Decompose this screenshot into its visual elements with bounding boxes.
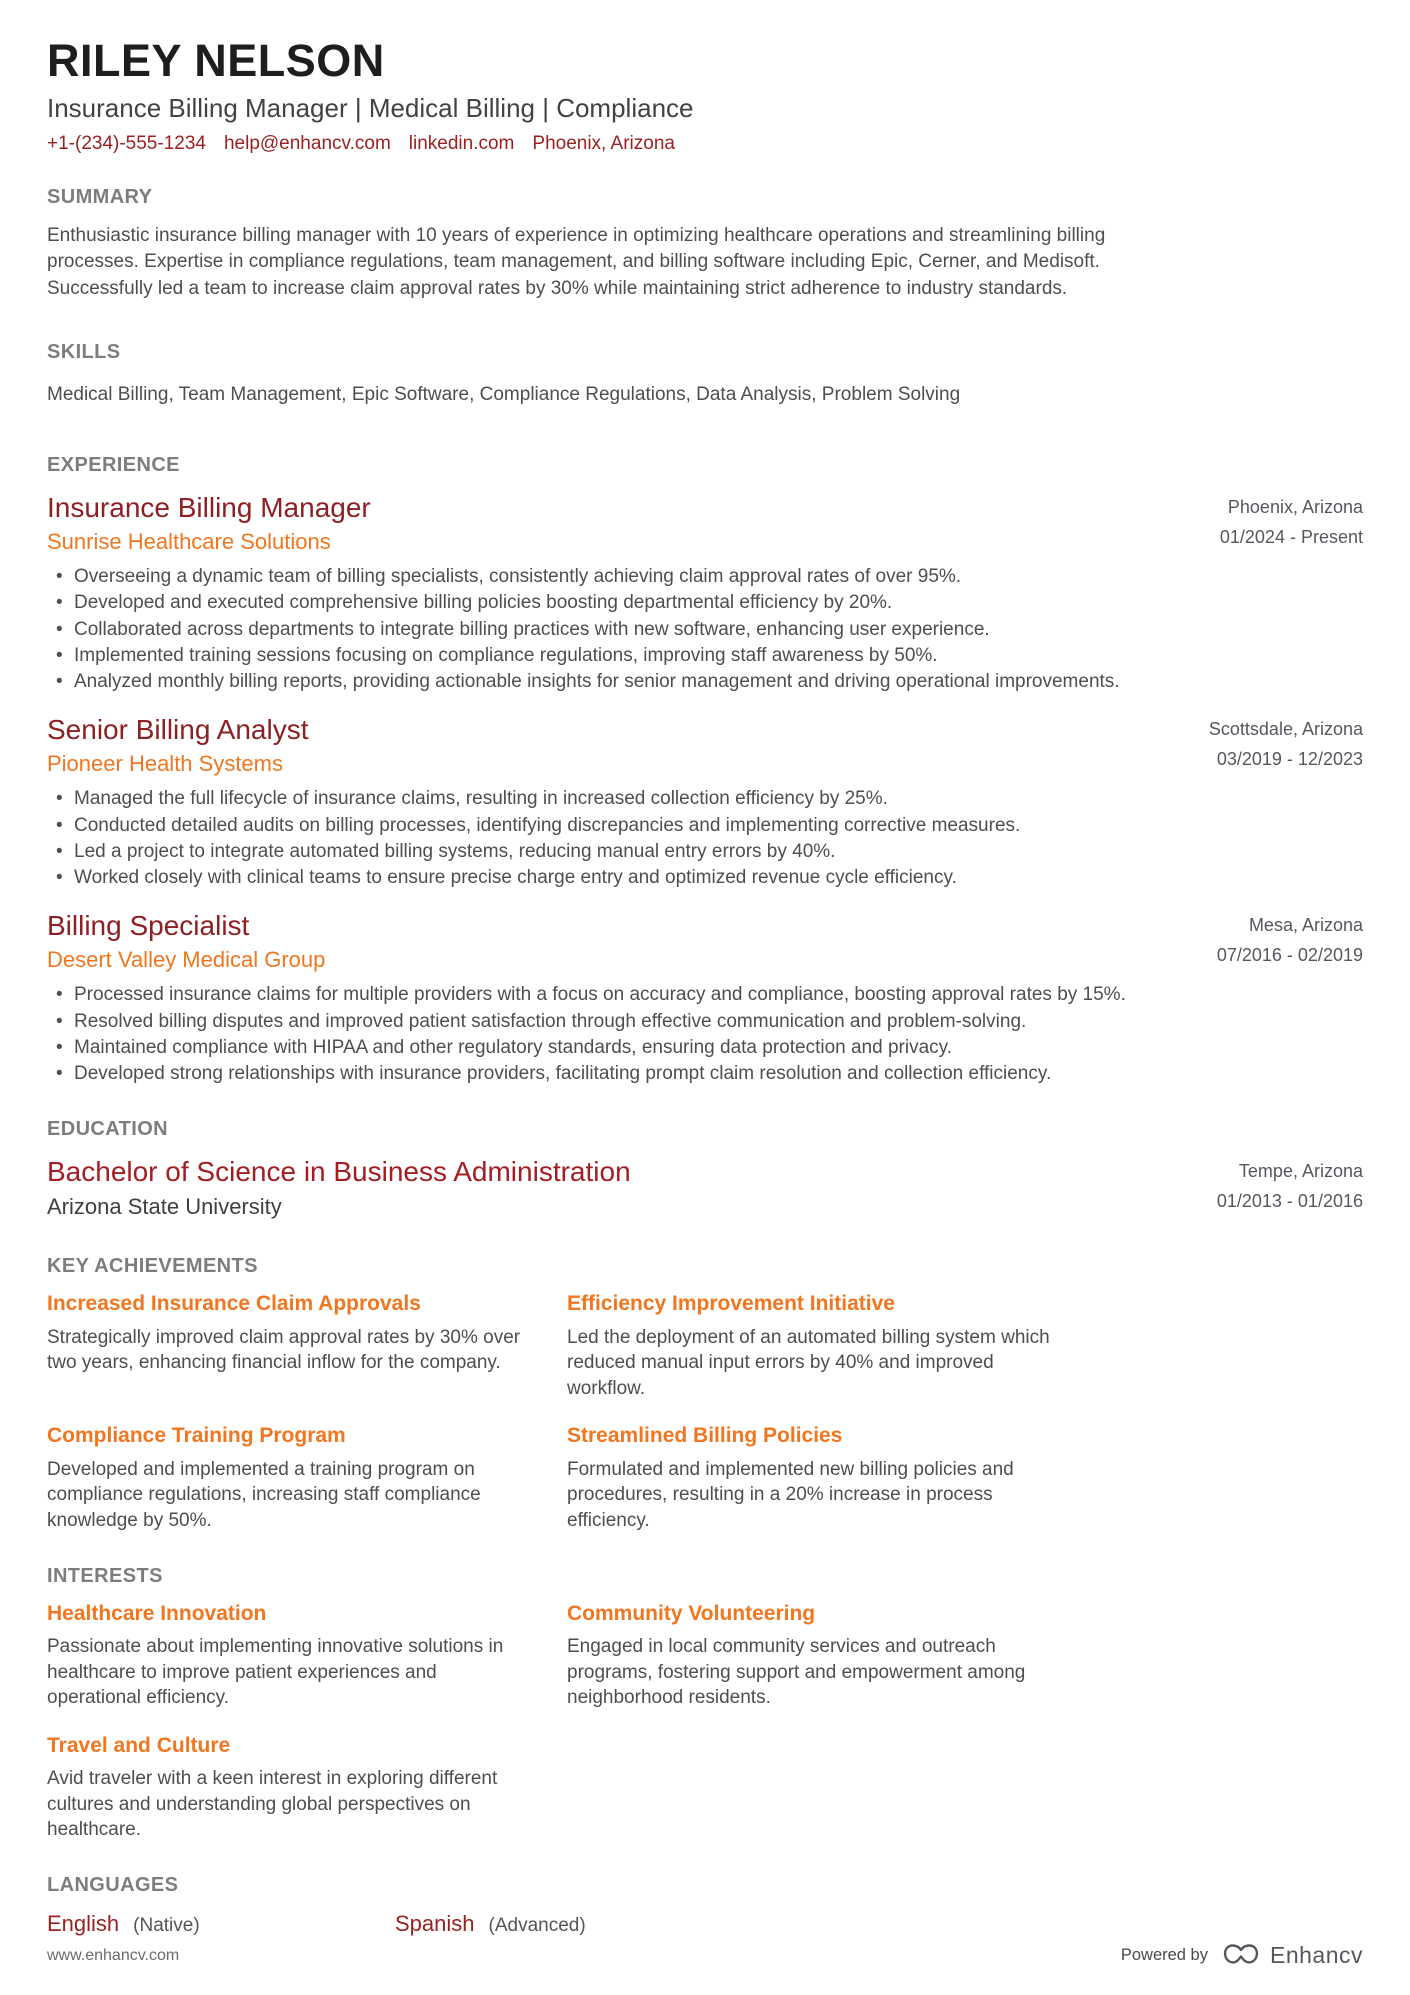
- candidate-name: RILEY NELSON: [47, 35, 385, 86]
- section-experience: [47, 453, 1363, 1087]
- enhancv-logo-icon: [1220, 1942, 1262, 1969]
- achievement-title: Compliance Training Program: [47, 1424, 346, 1448]
- entry-header: [47, 909, 1363, 973]
- section-languages: [47, 1873, 1363, 1937]
- language-name: English: [47, 1910, 120, 1936]
- interests-grid: [47, 1601, 1363, 1843]
- education-location: Tempe, Arizona: [1238, 1161, 1363, 1182]
- entry-meta: [1220, 491, 1363, 552]
- interests-heading: INTERESTS: [47, 1564, 163, 1587]
- job-location: Mesa, Arizona: [1248, 915, 1363, 936]
- enhancv-wordmark: Enhancv: [1269, 1942, 1363, 1968]
- degree-title: Bachelor of Science in Business Administration: [47, 1156, 631, 1188]
- interest-title: Community Volunteering: [567, 1601, 816, 1625]
- bullet-item: • Worked closely with clinical teams to ensure precise charge entry and optimized revenue cycle efficiency.: [47, 865, 1127, 891]
- entry-title-block: [47, 713, 308, 777]
- bullet-item: • Overseeing a dynamic team of billing specialists, consistently achieving claim approval rates of over 95%.: [47, 564, 1127, 590]
- achievement-card: [47, 1291, 530, 1401]
- job-location: Phoenix, Arizona: [1227, 497, 1363, 518]
- bullet-item: • Implemented training sessions focusing on compliance regulations, improving staff awareness by 50%.: [47, 643, 1127, 669]
- job-location: Scottsdale, Arizona: [1208, 719, 1363, 740]
- bullet-item: • Developed and executed comprehensive billing policies boosting departmental efficiency by 20%.: [47, 590, 1127, 616]
- education-dates: 01/2013 - 01/2016: [1216, 1190, 1363, 1211]
- entry-title-block: [47, 491, 371, 555]
- achievement-title: Streamlined Billing Policies: [567, 1424, 843, 1448]
- resume-header: [47, 36, 1363, 155]
- candidate-title: Insurance Billing Manager | Medical Billing | Compliance: [47, 92, 694, 123]
- job-title: Senior Billing Analyst: [47, 714, 309, 746]
- location-text: Phoenix, Arizona: [532, 132, 675, 154]
- bullet-item: • Maintained compliance with HIPAA and other regulatory standards, ensuring data protection and privacy.: [47, 1035, 1127, 1061]
- job-title: Insurance Billing Manager: [47, 492, 371, 524]
- bullet-item: • Conducted detailed audits on billing processes, identifying discrepancies and implementing corrective measures.: [47, 813, 1127, 839]
- bullet-item: • Resolved billing disputes and improved patient satisfaction through effective communication and problem-solving.: [47, 1009, 1127, 1035]
- bullet-item: • Analyzed monthly billing reports, providing actionable insights for senior management and driving operational improvements.: [47, 669, 1127, 695]
- section-education: [47, 1117, 1363, 1220]
- entry-meta: [1209, 713, 1363, 774]
- entry-header: [47, 491, 1363, 555]
- entry-meta: [1217, 909, 1363, 970]
- experience-entry: [47, 713, 1363, 891]
- bullet-item: • Managed the full lifecycle of insurance claims, resulting in increased collection efficiency by 25%.: [47, 786, 1127, 812]
- language-item: [47, 1911, 395, 1937]
- experience-heading: EXPERIENCE: [47, 454, 180, 477]
- company-name: Sunrise Healthcare Solutions: [47, 528, 331, 554]
- achievement-card: [47, 1423, 530, 1533]
- interest-card: [567, 1601, 1050, 1711]
- powered-by-block[interactable]: [1121, 1942, 1363, 1969]
- language-item: [395, 1911, 743, 1937]
- experience-entry: [47, 909, 1363, 1087]
- school-name: Arizona State University: [47, 1193, 282, 1219]
- summary-heading: SUMMARY: [47, 185, 153, 208]
- interest-title: Healthcare Innovation: [47, 1601, 267, 1625]
- bullet-item: • Collaborated across departments to integrate billing practices with new software, enhancing user experience.: [47, 617, 1127, 643]
- education-entry: [47, 1155, 1363, 1220]
- interest-card: [47, 1601, 530, 1711]
- linkedin-link[interactable]: linkedin.com: [408, 132, 515, 154]
- languages-row: [47, 1911, 1363, 1937]
- languages-heading: LANGUAGES: [47, 1873, 179, 1896]
- experience-entry: [47, 491, 1363, 695]
- job-bullets: [47, 786, 1127, 891]
- phone-number: +1-(234)-555-1234: [47, 132, 206, 154]
- job-dates: 01/2024 - Present: [1219, 526, 1363, 547]
- language-level: (Native): [133, 1914, 200, 1936]
- achievements-heading: KEY ACHIEVEMENTS: [47, 1255, 258, 1278]
- achievement-text: Led the deployment of an automated billing system which reduced manual input errors by 40% and improved workflow.: [567, 1326, 1050, 1399]
- language-level: (Advanced): [488, 1914, 586, 1936]
- education-heading: EDUCATION: [47, 1118, 169, 1141]
- achievement-card: [567, 1291, 1050, 1401]
- company-name: Desert Valley Medical Group: [47, 946, 326, 972]
- entry-title-block: [47, 1155, 631, 1220]
- achievement-title: Increased Insurance Claim Approvals: [47, 1292, 421, 1316]
- job-dates: 07/2016 - 02/2019: [1216, 944, 1363, 965]
- website-link[interactable]: www.enhancv.com: [47, 1946, 180, 1964]
- page-footer: [47, 1942, 1363, 1969]
- section-skills: [47, 340, 1363, 409]
- job-title: Billing Specialist: [47, 910, 250, 942]
- job-dates: 03/2019 - 12/2023: [1216, 748, 1363, 769]
- section-interests: [47, 1564, 1363, 1843]
- interest-card: [47, 1733, 530, 1843]
- bullet-item: • Led a project to integrate automated billing systems, reducing manual entry errors by 40%.: [47, 839, 1127, 865]
- summary-text: Enthusiastic insurance billing manager with 10 years of experience in optimizing healthcare operations and streamlining billing processes. Expertise in compliance regulations, team management, and billing software including Epic, Cerner, and Medisoft. Successfully led a team to increase claim approval rates by 30% while maintaining strict adherence to industry standards.: [47, 224, 1106, 299]
- entry-header: [47, 1155, 1363, 1220]
- skills-list: Medical Billing, Team Management, Epic Software, Compliance Regulations, Data Analysis, Problem Solving: [47, 384, 961, 406]
- interest-text: Passionate about implementing innovative solutions in healthcare to improve patient experiences and operational efficiency.: [47, 1635, 504, 1709]
- interest-text: Avid traveler with a keen interest in exploring different cultures and understanding global perspectives on healthcare.: [47, 1768, 498, 1841]
- email-link[interactable]: help@enhancv.com: [223, 132, 391, 154]
- job-bullets: [47, 982, 1127, 1087]
- interest-text: Engaged in local community services and outreach programs, fostering support and empowerment among neighborhood residents.: [567, 1635, 1026, 1709]
- company-name: Pioneer Health Systems: [47, 750, 283, 776]
- achievement-card: [567, 1423, 1050, 1533]
- contact-row: [47, 133, 1363, 155]
- achievements-grid: [47, 1291, 1363, 1533]
- section-achievements: [47, 1254, 1363, 1533]
- section-summary: [47, 185, 1363, 303]
- enhancv-brand[interactable]: [1220, 1942, 1363, 1969]
- achievement-title: Efficiency Improvement Initiative: [567, 1292, 895, 1316]
- bullet-item: • Processed insurance claims for multiple providers with a focus on accuracy and compliance, boosting approval rates by 15%.: [47, 982, 1127, 1008]
- entry-meta: [1217, 1155, 1363, 1216]
- achievement-text: Formulated and implemented new billing policies and procedures, resulting in a 20% increase in process efficiency.: [567, 1458, 1014, 1531]
- language-name: Spanish: [395, 1910, 475, 1936]
- bullet-item: • Developed strong relationships with insurance providers, facilitating prompt claim resolution and collection efficiency.: [47, 1061, 1127, 1087]
- entry-title-block: [47, 909, 325, 973]
- interest-title: Travel and Culture: [47, 1733, 231, 1757]
- achievement-text: Strategically improved claim approval rates by 30% over two years, enhancing financial inflow for the company.: [47, 1326, 521, 1374]
- skills-heading: SKILLS: [47, 341, 121, 364]
- achievement-text: Developed and implemented a training program on compliance regulations, increasing staff compliance knowledge by 50%.: [47, 1458, 481, 1531]
- job-bullets: [47, 564, 1127, 695]
- powered-by-label: Powered by: [1120, 1946, 1208, 1964]
- entry-header: [47, 713, 1363, 777]
